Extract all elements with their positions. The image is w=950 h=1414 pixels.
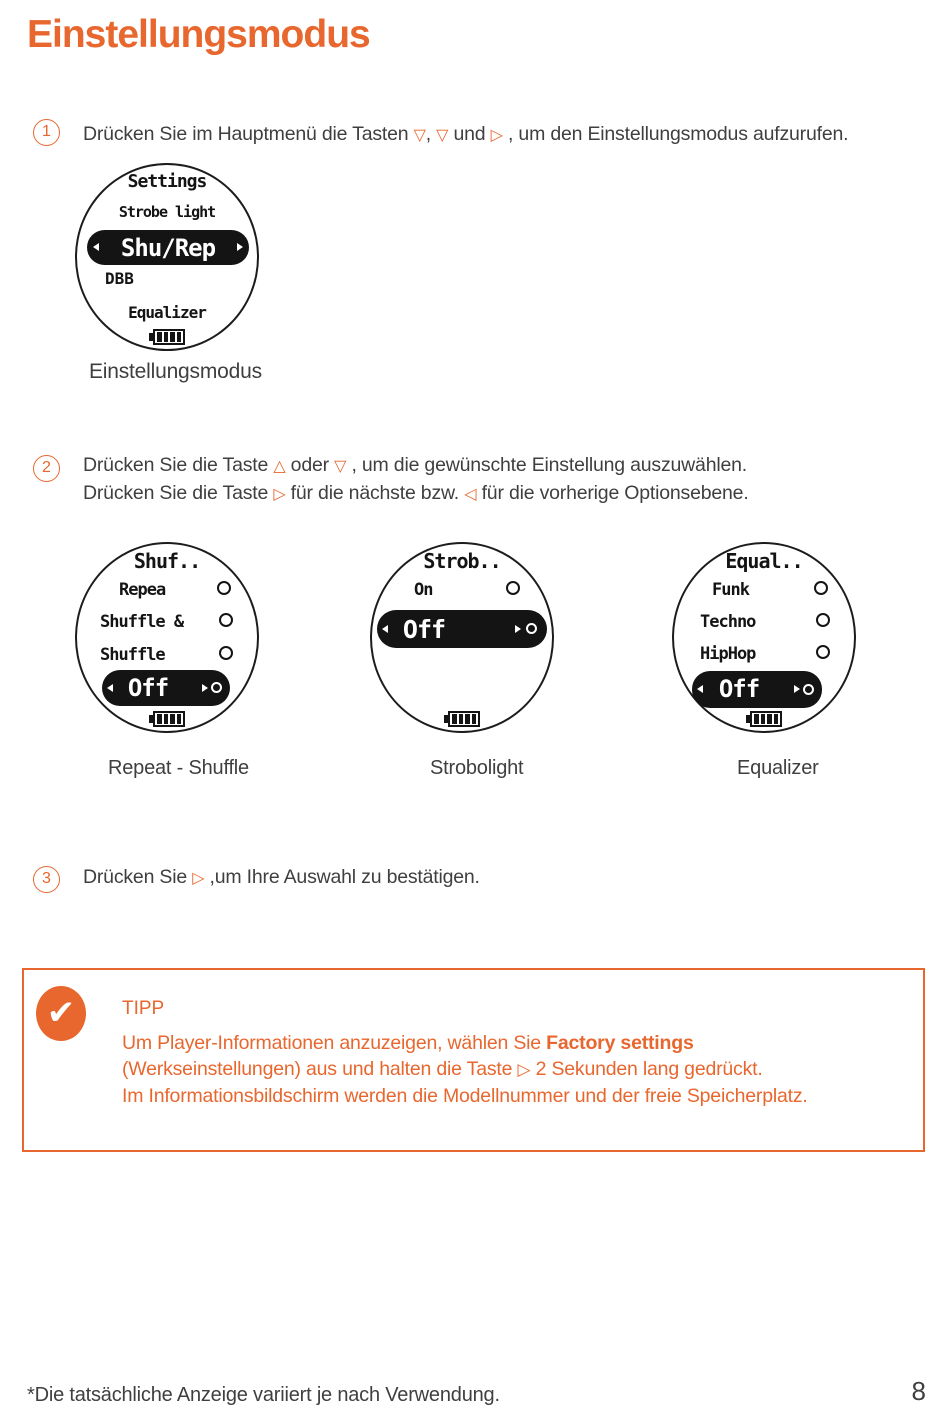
step-3-number: 3 [33,866,60,893]
lcd-strob-title: Strob.. [423,549,501,573]
tip-seg: Im Informationsbildschirm werden die Modellnummer und der freie Speicherplatz. [122,1085,808,1107]
down-triangle-icon: ▽ [334,458,347,475]
step-1-text [83,121,848,149]
lcd-settings-title: Settings [127,171,207,192]
selected-option-pill [102,670,230,706]
lcd-item-equalizer: Equalizer [128,303,206,322]
up-triangle-icon: △ [273,458,286,475]
radio-icon [816,645,830,659]
lcd-shuf-title: Shuf.. [133,549,201,573]
right-triangle-icon: ▷ [490,127,503,144]
selected-option-label: Off [402,615,446,644]
right-triangle-icon: ▷ [192,870,205,887]
step-1-seg: , um den Einstellungsmodus aufzurufen. [502,123,849,145]
lcd-option-on: On [414,580,433,600]
lcd-screen-settings [75,163,259,351]
right-arrow-icon [202,684,208,692]
step-3-text [83,864,480,892]
right-triangle-icon: ▷ [273,486,286,503]
lcd-screen-equalizer [672,542,856,733]
step-2-number: 2 [33,455,60,482]
tip-box [22,968,925,1152]
battery-icon [149,329,185,345]
radio-icon [506,581,520,595]
selected-option-pill [87,230,249,265]
shuf-screen-caption: Repeat - Shuffle [108,757,249,779]
radio-icon [219,646,233,660]
page-number: 8 [911,1376,926,1406]
selected-option-label: Off [127,674,169,702]
step-2-seg: Drücken Sie die Taste [83,454,274,476]
battery-icon [746,711,782,727]
step-2-seg: für die nächste bzw. [285,482,465,504]
lcd-option-hiphop: HipHop [700,644,756,664]
left-triangle-icon: ◁ [464,486,477,503]
radio-icon [814,581,828,595]
step-1-seg: und [448,123,491,145]
lcd-screen-strobolight [370,542,554,733]
step-2-seg: für die vorherige Optionsebene. [476,482,749,504]
radio-icon [211,682,222,693]
strob-screen-caption: Strobolight [430,757,524,779]
battery-icon [444,711,480,727]
selected-option-label: Shu/Rep [120,234,216,262]
equal-screen-caption: Equalizer [737,757,819,779]
radio-icon [816,613,830,627]
lcd-screen-shuffle [75,542,259,733]
down-triangle-icon: ▽ [413,127,426,144]
radio-icon [219,613,233,627]
lcd-option-shuffle-repeat: Shuffle & [100,612,184,632]
selected-option-pill [692,671,822,708]
selected-option-pill [377,610,547,648]
right-arrow-icon [794,685,800,693]
right-arrow-icon [237,243,243,251]
radio-icon [526,623,537,634]
tip-seg: Um Player-Informationen anzuzeigen, wählen Sie [122,1032,547,1054]
step-1-seg: Drücken Sie im Hauptmenü die Tasten [83,123,414,145]
lcd-option-shuffle: Shuffle [100,645,165,665]
radio-icon [803,684,814,695]
step-2-text [83,452,749,508]
step-3-seg: ,um Ihre Auswahl zu bestätigen. [204,866,480,888]
step-2-seg: , um die gewünschte Einstellung auszuwählen. [346,454,747,476]
step-2-seg: Drücken Sie die Taste [83,482,274,504]
down-triangle-icon: ▽ [436,127,449,144]
check-icon: ✔ [36,986,86,1041]
lcd-item-dbb: DBB [105,269,134,288]
lcd-option-techno: Techno [700,612,756,632]
right-arrow-icon [515,625,521,633]
footnote: *Die tatsächliche Anzeige variiert je nach Verwendung. [27,1384,500,1406]
lcd-option-funk: Funk [712,580,749,600]
selected-option-label: Off [718,675,760,703]
radio-icon [217,581,231,595]
tip-seg: (Werkseinstellungen) aus und halten die Taste [122,1058,518,1080]
tip-label: TIPP [122,998,165,1019]
lcd-item-strobe-light: Strobe light [118,203,216,221]
step-2-seg: oder [285,454,335,476]
settings-screen-caption: Einstellungsmodus [89,360,262,383]
step-1-number: 1 [33,119,60,146]
tip-text [122,1030,808,1109]
tip-bold-factory-settings: Factory settings [546,1032,694,1054]
page-title: Einstellungsmodus [27,13,370,56]
lcd-equal-title: Equal.. [725,549,803,573]
lcd-option-repeat: Repea [119,580,166,600]
step-1-seg: , [425,123,437,145]
tip-seg: 2 Sekunden lang gedrückt. [530,1058,763,1080]
right-triangle-icon: ▷ [517,1060,531,1079]
step-3-seg: Drücken Sie [83,866,193,888]
battery-icon [149,711,185,727]
